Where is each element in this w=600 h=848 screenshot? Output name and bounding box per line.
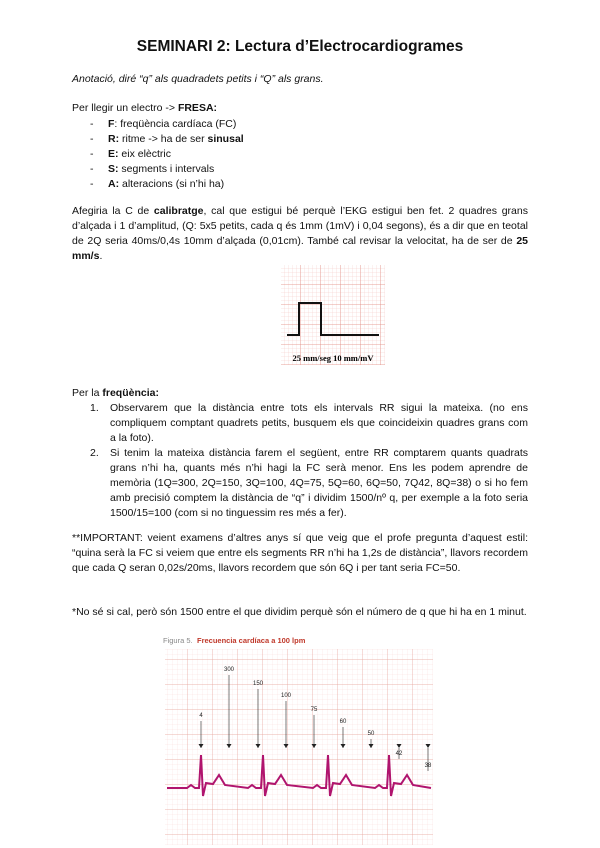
list-item: - A: alteracions (si n’hi ha) [90,178,225,190]
figure-label: Figura 5. [163,636,193,645]
important-paragraph: **IMPORTANT: veient examens d’altres anys sí que veig que el profe pregunta d’aquest estil: “quina serà la FC si veiem que entre els segments RR n’hi ha 1,2s de distància”, llavors recordem que cada Q seran 0,02s/20ms, llavors recordem que són 6Q i per tant seria FC=50. [72,532,528,574]
calibration-paragraph: Afegiria la C de calibratge, cal que estigui bé perquè l’EKG estigui ben fet. 2 quadres grans d’alçada i 1 d’amplitud, (Q: 5x5 petits, cada q és 1mm (1mV) i 0,04 segons), és a dir que en teotal de 2Q seria 40ms/0,4s 10mm d’alçada (0,01cm). També cal revisar la velocitat, ha de ser de 25 mm/s. [72,205,528,262]
ecg-figure [163,635,435,845]
calibration-figure [281,265,385,365]
fresa-intro: Per llegir un electro -> FRESA: [72,102,218,114]
marker-label: 150 [252,681,264,687]
marker-label: 60 [339,719,347,725]
marker-label: 75 [310,707,318,713]
frequency-steps [86,401,528,521]
calibration-caption: 25 mm/seg 10 mm/mV [292,353,374,363]
marker-label: 50 [367,731,375,737]
footnote-paragraph: *No sé si cal, però són 1500 entre el que dividim perquè són el número de q que hi ha en 1 minut. [72,606,527,618]
frequency-heading: Per la freqüència: [72,387,159,399]
list-item: - E: eix elèctric [90,148,172,160]
list-item: 1. Observarem que la distància entre tots els intervals RR sigui la mateixa. (no ens compliquem comptant quadrets petits, busquem els que coincideixin quadres grans com a la foto). [90,402,528,444]
annotation-note: Anotació, diré “q” als quadradets petits i “Q” als grans. [72,73,324,85]
marker-label: 42 [395,751,403,757]
marker-label: 38 [424,763,432,769]
marker-label: 4 [199,713,203,719]
marker-label: 300 [223,667,235,673]
page-title: SEMINARI 2: Lectura d’Electrocardiogrames [136,38,464,55]
list-item: - F: freqüència cardíaca (FC) [90,118,237,130]
list-item: - R: ritme -> ha de ser sinusal [90,133,244,145]
list-item: 2. Si tenim la mateixa distància farem el següent, entre RR comptarem quants quadrats grans n’hi ha, quants més n’hi hagi la FC serà menor. Ens les podem aprendre de memòria (1Q=300, 2Q=150, 3Q=100, 4Q=75, 5Q=60, 6Q=50, 7Q42, 8Q=38) o si ho fem amb precisió comptem la distància de “q” i dividim 1500/nº q, per exemple a la foto seria 1500/15=100 (com si no tinguessim res més a fer). [90,447,528,519]
figure-title: Frecuencia cardíaca a 100 lpm [197,636,306,645]
marker-label: 100 [280,693,292,699]
calibration-grid [281,265,385,349]
ecg-grid [165,649,433,845]
list-item: - S: segments i intervals [90,163,215,175]
fresa-list [90,117,244,192]
